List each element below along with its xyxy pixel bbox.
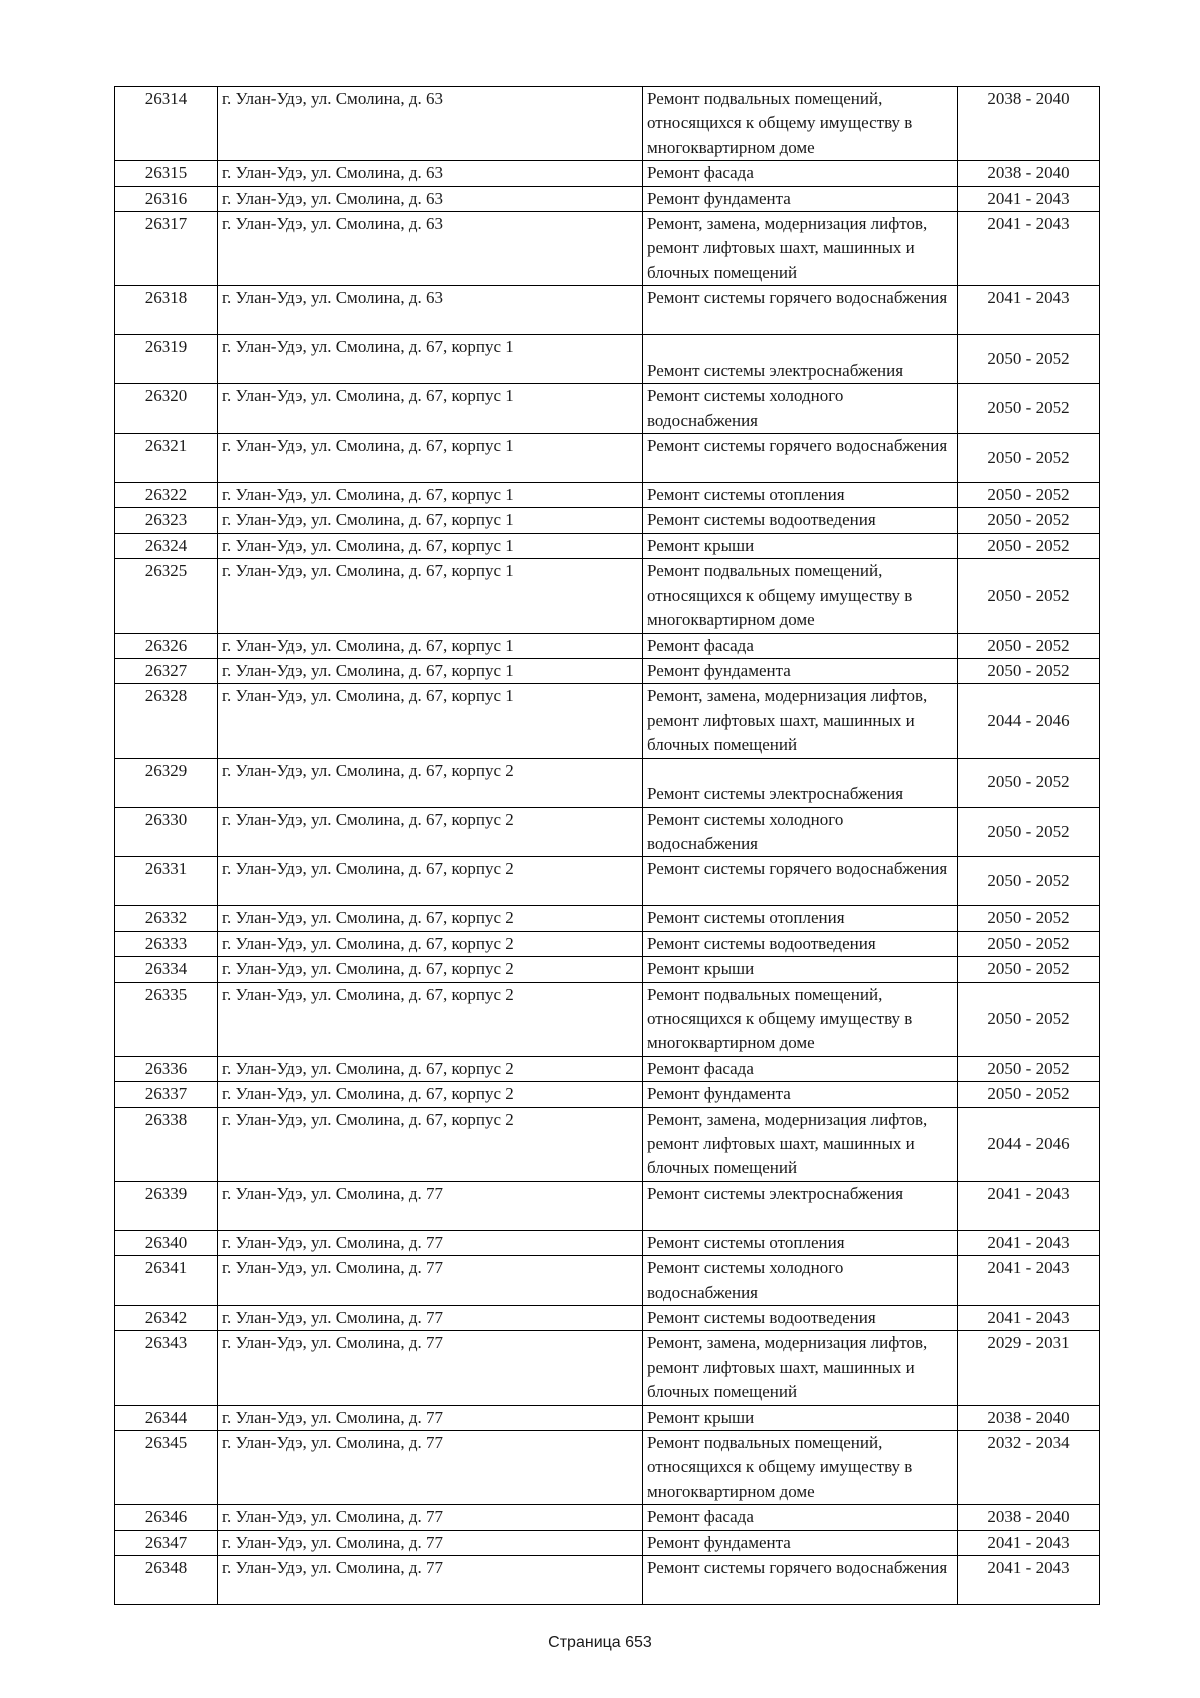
row-work-type: Ремонт системы холодного водоснабжения — [643, 1256, 958, 1306]
table-row — [115, 559, 1100, 633]
row-period: 2050 - 2052 — [958, 384, 1100, 434]
repair-schedule-table — [114, 86, 1100, 1605]
row-work-type: Ремонт, замена, модернизация лифтов, ремонт лифтовых шахт, машинных и блочных помещений — [643, 212, 958, 286]
row-address: г. Улан-Удэ, ул. Смолина, д. 67, корпус 1 — [218, 533, 643, 558]
row-work-type: Ремонт системы электроснабжения — [643, 1181, 958, 1230]
row-work-type: Ремонт крыши — [643, 533, 958, 558]
row-period: 2041 - 2043 — [958, 1181, 1100, 1230]
row-work-type: Ремонт крыши — [643, 957, 958, 982]
row-number: 26341 — [115, 1256, 218, 1306]
row-work-type: Ремонт системы электроснабжения — [643, 335, 958, 384]
row-work-type: Ремонт фасада — [643, 1056, 958, 1081]
table-row — [115, 1082, 1100, 1107]
table-row — [115, 1107, 1100, 1181]
table-row — [115, 684, 1100, 758]
row-period: 2050 - 2052 — [958, 533, 1100, 558]
table-row — [115, 1230, 1100, 1255]
row-number: 26314 — [115, 87, 218, 161]
row-address: г. Улан-Удэ, ул. Смолина, д. 77 — [218, 1556, 643, 1605]
row-number: 26315 — [115, 161, 218, 186]
row-address: г. Улан-Удэ, ул. Смолина, д. 67, корпус 1 — [218, 559, 643, 633]
row-address: г. Улан-Удэ, ул. Смолина, д. 67, корпус 2 — [218, 857, 643, 906]
row-address: г. Улан-Удэ, ул. Смолина, д. 77 — [218, 1431, 643, 1505]
row-period: 2041 - 2043 — [958, 186, 1100, 211]
row-work-type: Ремонт, замена, модернизация лифтов, ремонт лифтовых шахт, машинных и блочных помещений — [643, 1331, 958, 1405]
row-number: 26346 — [115, 1505, 218, 1530]
row-address: г. Улан-Удэ, ул. Смолина, д. 63 — [218, 212, 643, 286]
row-address: г. Улан-Удэ, ул. Смолина, д. 67, корпус 1 — [218, 633, 643, 658]
row-period: 2041 - 2043 — [958, 1530, 1100, 1555]
row-number: 26340 — [115, 1230, 218, 1255]
table-row — [115, 384, 1100, 434]
table-row — [115, 1056, 1100, 1081]
row-address: г. Улан-Удэ, ул. Смолина, д. 67, корпус 1 — [218, 335, 643, 384]
row-address: г. Улан-Удэ, ул. Смолина, д. 77 — [218, 1530, 643, 1555]
row-period: 2044 - 2046 — [958, 1107, 1100, 1181]
row-work-type: Ремонт фундамента — [643, 1530, 958, 1555]
row-number: 26331 — [115, 857, 218, 906]
row-number: 26324 — [115, 533, 218, 558]
row-work-type: Ремонт фасада — [643, 633, 958, 658]
row-number: 26334 — [115, 957, 218, 982]
row-number: 26321 — [115, 434, 218, 483]
row-work-type: Ремонт подвальных помещений, относящихся к общему имуществу в многоквартирном доме — [643, 1431, 958, 1505]
row-number: 26330 — [115, 807, 218, 857]
table-row — [115, 1505, 1100, 1530]
row-work-type: Ремонт системы отопления — [643, 483, 958, 508]
row-number: 26327 — [115, 658, 218, 683]
row-period: 2050 - 2052 — [958, 508, 1100, 533]
row-address: г. Улан-Удэ, ул. Смолина, д. 77 — [218, 1306, 643, 1331]
row-number: 26339 — [115, 1181, 218, 1230]
row-address: г. Улан-Удэ, ул. Смолина, д. 67, корпус 2 — [218, 807, 643, 857]
row-period: 2041 - 2043 — [958, 1306, 1100, 1331]
row-number: 26335 — [115, 982, 218, 1056]
row-number: 26328 — [115, 684, 218, 758]
row-period: 2050 - 2052 — [958, 1082, 1100, 1107]
row-work-type: Ремонт системы холодного водоснабжения — [643, 384, 958, 434]
row-number: 26344 — [115, 1405, 218, 1430]
row-address: г. Улан-Удэ, ул. Смолина, д. 63 — [218, 87, 643, 161]
table-row — [115, 857, 1100, 906]
row-period: 2050 - 2052 — [958, 957, 1100, 982]
row-number: 26333 — [115, 931, 218, 956]
row-number: 26318 — [115, 286, 218, 335]
row-address: г. Улан-Удэ, ул. Смолина, д. 77 — [218, 1230, 643, 1255]
row-number: 26337 — [115, 1082, 218, 1107]
row-work-type: Ремонт системы горячего водоснабжения — [643, 434, 958, 483]
row-address: г. Улан-Удэ, ул. Смолина, д. 67, корпус 1 — [218, 434, 643, 483]
row-address: г. Улан-Удэ, ул. Смолина, д. 63 — [218, 161, 643, 186]
row-address: г. Улан-Удэ, ул. Смолина, д. 67, корпус 2 — [218, 758, 643, 807]
row-period: 2041 - 2043 — [958, 1556, 1100, 1605]
row-work-type: Ремонт системы отопления — [643, 1230, 958, 1255]
table-row — [115, 906, 1100, 931]
row-address: г. Улан-Удэ, ул. Смолина, д. 67, корпус 2 — [218, 1082, 643, 1107]
row-work-type: Ремонт фасада — [643, 1505, 958, 1530]
row-period: 2050 - 2052 — [958, 857, 1100, 906]
table-row — [115, 1431, 1100, 1505]
row-period: 2050 - 2052 — [958, 658, 1100, 683]
row-address: г. Улан-Удэ, ул. Смолина, д. 67, корпус 1 — [218, 684, 643, 758]
row-address: г. Улан-Удэ, ул. Смолина, д. 77 — [218, 1181, 643, 1230]
table-body — [115, 87, 1100, 1605]
row-period: 2038 - 2040 — [958, 87, 1100, 161]
row-work-type: Ремонт фундамента — [643, 1082, 958, 1107]
table-row — [115, 982, 1100, 1056]
row-work-type: Ремонт подвальных помещений, относящихся к общему имуществу в многоквартирном доме — [643, 87, 958, 161]
row-period: 2050 - 2052 — [958, 758, 1100, 807]
row-period: 2050 - 2052 — [958, 559, 1100, 633]
row-period: 2050 - 2052 — [958, 1056, 1100, 1081]
table-row — [115, 335, 1100, 384]
table-row — [115, 1405, 1100, 1430]
row-address: г. Улан-Удэ, ул. Смолина, д. 77 — [218, 1256, 643, 1306]
row-address: г. Улан-Удэ, ул. Смолина, д. 67, корпус 2 — [218, 1056, 643, 1081]
row-address: г. Улан-Удэ, ул. Смолина, д. 67, корпус 2 — [218, 982, 643, 1056]
table-row — [115, 434, 1100, 483]
row-work-type: Ремонт фундамента — [643, 186, 958, 211]
row-address: г. Улан-Удэ, ул. Смолина, д. 67, корпус 1 — [218, 483, 643, 508]
row-work-type: Ремонт, замена, модернизация лифтов, ремонт лифтовых шахт, машинных и блочных помещений — [643, 684, 958, 758]
row-period: 2050 - 2052 — [958, 807, 1100, 857]
row-address: г. Улан-Удэ, ул. Смолина, д. 67, корпус 2 — [218, 931, 643, 956]
row-period: 2041 - 2043 — [958, 286, 1100, 335]
row-work-type: Ремонт подвальных помещений, относящихся к общему имуществу в многоквартирном доме — [643, 559, 958, 633]
row-period: 2050 - 2052 — [958, 982, 1100, 1056]
row-work-type: Ремонт системы водоотведения — [643, 931, 958, 956]
row-number: 26320 — [115, 384, 218, 434]
row-work-type: Ремонт системы водоотведения — [643, 1306, 958, 1331]
row-period: 2044 - 2046 — [958, 684, 1100, 758]
table-row — [115, 931, 1100, 956]
table-row — [115, 1331, 1100, 1405]
row-work-type: Ремонт системы отопления — [643, 906, 958, 931]
row-period: 2050 - 2052 — [958, 434, 1100, 483]
table-row — [115, 957, 1100, 982]
row-work-type: Ремонт фасада — [643, 161, 958, 186]
row-period: 2050 - 2052 — [958, 335, 1100, 384]
row-address: г. Улан-Удэ, ул. Смолина, д. 77 — [218, 1505, 643, 1530]
row-number: 26323 — [115, 508, 218, 533]
row-period: 2032 - 2034 — [958, 1431, 1100, 1505]
row-address: г. Улан-Удэ, ул. Смолина, д. 67, корпус 2 — [218, 957, 643, 982]
row-number: 26316 — [115, 186, 218, 211]
table-row — [115, 161, 1100, 186]
row-period: 2041 - 2043 — [958, 212, 1100, 286]
row-work-type: Ремонт системы водоотведения — [643, 508, 958, 533]
row-period: 2038 - 2040 — [958, 1505, 1100, 1530]
row-work-type: Ремонт, замена, модернизация лифтов, ремонт лифтовых шахт, машинных и блочных помещений — [643, 1107, 958, 1181]
page-number: Страница 653 — [548, 1634, 652, 1651]
row-address: г. Улан-Удэ, ул. Смолина, д. 67, корпус 1 — [218, 384, 643, 434]
row-period: 2038 - 2040 — [958, 161, 1100, 186]
table-row — [115, 633, 1100, 658]
row-number: 26322 — [115, 483, 218, 508]
row-number: 26326 — [115, 633, 218, 658]
row-period: 2050 - 2052 — [958, 931, 1100, 956]
table-row — [115, 1530, 1100, 1555]
table-row — [115, 483, 1100, 508]
row-address: г. Улан-Удэ, ул. Смолина, д. 67, корпус 2 — [218, 1107, 643, 1181]
row-work-type: Ремонт системы горячего водоснабжения — [643, 286, 958, 335]
table-row — [115, 186, 1100, 211]
table-row — [115, 533, 1100, 558]
row-period: 2029 - 2031 — [958, 1331, 1100, 1405]
row-period: 2038 - 2040 — [958, 1405, 1100, 1430]
row-period: 2050 - 2052 — [958, 483, 1100, 508]
row-period: 2041 - 2043 — [958, 1230, 1100, 1255]
row-number: 26345 — [115, 1431, 218, 1505]
row-period: 2050 - 2052 — [958, 906, 1100, 931]
row-address: г. Улан-Удэ, ул. Смолина, д. 67, корпус 1 — [218, 658, 643, 683]
row-number: 26325 — [115, 559, 218, 633]
table-row — [115, 1256, 1100, 1306]
row-number: 26342 — [115, 1306, 218, 1331]
row-number: 26332 — [115, 906, 218, 931]
row-work-type: Ремонт крыши — [643, 1405, 958, 1430]
row-work-type: Ремонт фундамента — [643, 658, 958, 683]
table-row — [115, 658, 1100, 683]
row-address: г. Улан-Удэ, ул. Смолина, д. 77 — [218, 1405, 643, 1430]
row-work-type: Ремонт системы холодного водоснабжения — [643, 807, 958, 857]
row-period: 2050 - 2052 — [958, 633, 1100, 658]
row-number: 26329 — [115, 758, 218, 807]
row-work-type: Ремонт системы горячего водоснабжения — [643, 857, 958, 906]
register-table-wrapper — [114, 86, 1099, 1605]
row-work-type: Ремонт подвальных помещений, относящихся к общему имуществу в многоквартирном доме — [643, 982, 958, 1056]
row-address: г. Улан-Удэ, ул. Смолина, д. 77 — [218, 1331, 643, 1405]
row-address: г. Улан-Удэ, ул. Смолина, д. 67, корпус 1 — [218, 508, 643, 533]
row-address: г. Улан-Удэ, ул. Смолина, д. 67, корпус 2 — [218, 906, 643, 931]
row-work-type: Ремонт системы электроснабжения — [643, 758, 958, 807]
row-work-type: Ремонт системы горячего водоснабжения — [643, 1556, 958, 1605]
table-row — [115, 1306, 1100, 1331]
table-row — [115, 286, 1100, 335]
row-period: 2041 - 2043 — [958, 1256, 1100, 1306]
table-row — [115, 758, 1100, 807]
table-row — [115, 807, 1100, 857]
row-number: 26347 — [115, 1530, 218, 1555]
row-number: 26338 — [115, 1107, 218, 1181]
row-number: 26336 — [115, 1056, 218, 1081]
table-row — [115, 508, 1100, 533]
row-number: 26317 — [115, 212, 218, 286]
table-row — [115, 1556, 1100, 1605]
table-row — [115, 1181, 1100, 1230]
row-number: 26348 — [115, 1556, 218, 1605]
row-address: г. Улан-Удэ, ул. Смолина, д. 63 — [218, 186, 643, 211]
row-number: 26343 — [115, 1331, 218, 1405]
table-row — [115, 87, 1100, 161]
row-address: г. Улан-Удэ, ул. Смолина, д. 63 — [218, 286, 643, 335]
row-number: 26319 — [115, 335, 218, 384]
table-row — [115, 212, 1100, 286]
